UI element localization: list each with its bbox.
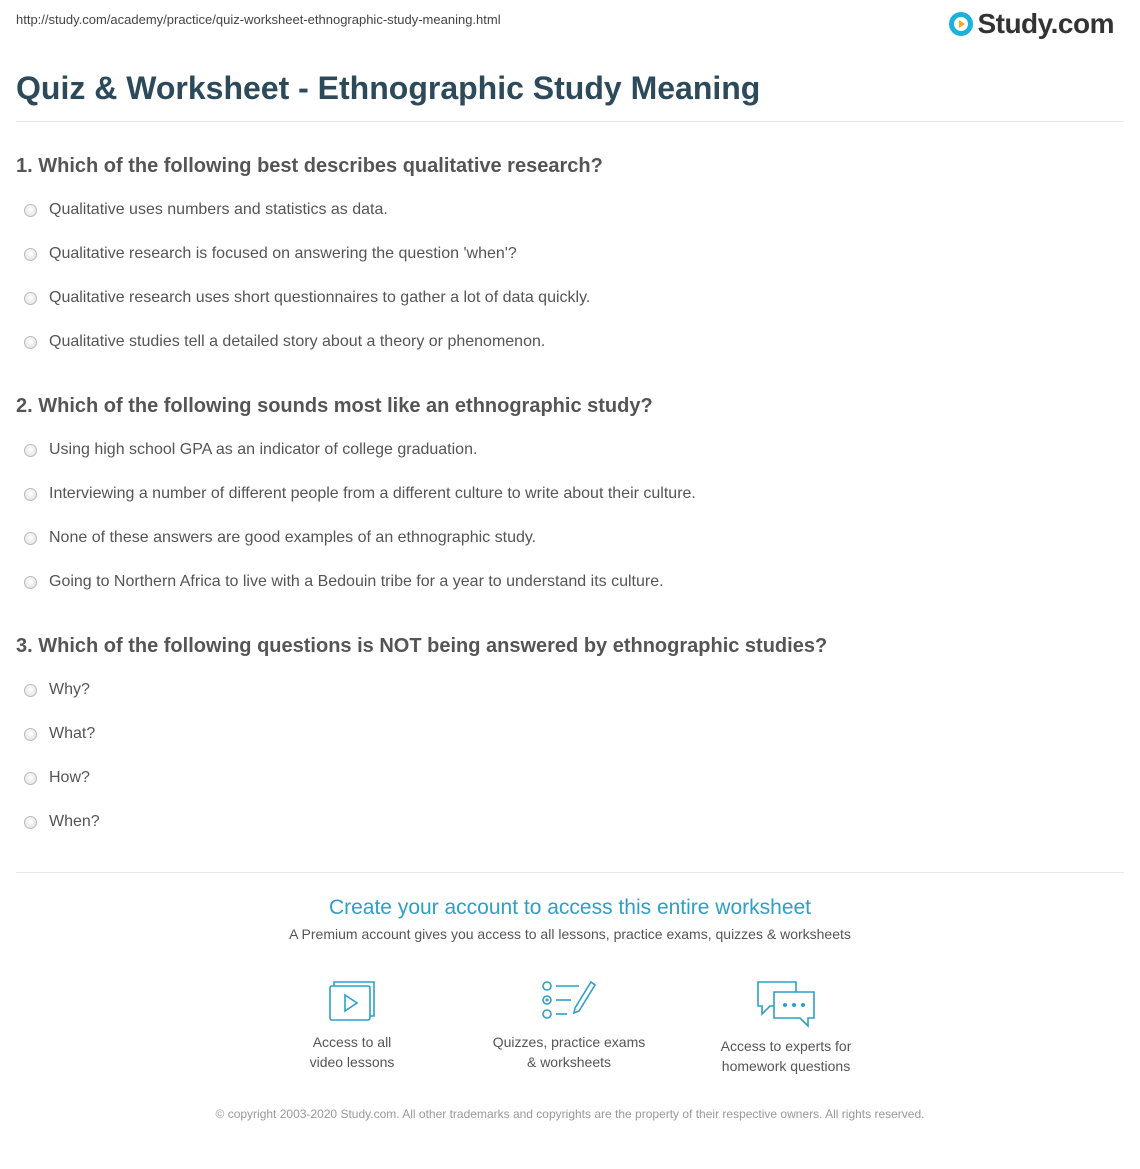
- radio-button[interactable]: [24, 728, 37, 741]
- feature-label-line2: homework questions: [721, 1058, 851, 1074]
- radio-button[interactable]: [24, 292, 37, 305]
- option-label: None of these answers are good examples of an ethnographic study.: [49, 529, 537, 546]
- page-url: http://study.com/academy/practice/quiz-worksheet-ethnographic-study-meaning.html: [16, 12, 501, 27]
- option-label: When?: [49, 813, 100, 830]
- option-label: Qualitative studies tell a detailed story about a theory or phenomenon.: [49, 333, 546, 350]
- radio-button[interactable]: [24, 772, 37, 785]
- logo-text: Study.com: [977, 8, 1114, 39]
- radio-button[interactable]: [24, 248, 37, 261]
- option-label: Using high school GPA as an indicator of college graduation.: [49, 441, 478, 458]
- answer-option[interactable]: [24, 681, 90, 699]
- answer-option[interactable]: [24, 725, 95, 743]
- feature-label-line2: & worksheets: [526, 1054, 612, 1070]
- copyright-notice: © copyright 2003-2020 Study.com. All other trademarks and copyrights are the property of their respective owners. All rights reserved.: [215, 1107, 925, 1121]
- cta-divider: [16, 872, 1124, 873]
- answer-option[interactable]: [24, 573, 664, 591]
- option-label: Going to Northern Africa to live with a Bedouin tribe for a year to understand its culture.: [49, 573, 664, 590]
- radio-button[interactable]: [24, 204, 37, 217]
- create-account-link[interactable]: Create your account to access this entire worksheet: [328, 896, 812, 919]
- radio-button[interactable]: [24, 816, 37, 829]
- option-label: Qualitative uses numbers and statistics as data.: [49, 201, 388, 218]
- title-divider: [16, 121, 1124, 122]
- option-label: Qualitative research uses short questionnaires to gather a lot of data quickly.: [49, 289, 591, 306]
- question-title: 2. Which of the following sounds most like an ethnographic study?: [16, 395, 653, 417]
- page-title: Quiz & Worksheet - Ethnographic Study Meaning: [16, 70, 761, 106]
- radio-button[interactable]: [24, 444, 37, 457]
- option-label: Why?: [49, 681, 90, 698]
- answer-option[interactable]: [24, 289, 590, 307]
- radio-button[interactable]: [24, 576, 37, 589]
- radio-button[interactable]: [24, 336, 37, 349]
- answer-option[interactable]: [24, 529, 536, 547]
- answer-option[interactable]: [24, 485, 696, 503]
- radio-button[interactable]: [24, 488, 37, 501]
- radio-button[interactable]: [24, 532, 37, 545]
- chat-bubbles-icon: [754, 978, 818, 1028]
- study-logo[interactable]: [949, 8, 1114, 40]
- answer-option[interactable]: [24, 769, 90, 787]
- radio-button[interactable]: [24, 684, 37, 697]
- feature-label-line1: Access to experts for: [720, 1038, 852, 1054]
- answer-option[interactable]: [24, 201, 388, 219]
- feature-label-line1: Access to all: [312, 1034, 392, 1050]
- question-title: 1. Which of the following best describes qualitative research?: [16, 155, 603, 177]
- option-label: Qualitative research is focused on answering the question 'when'?: [49, 245, 517, 262]
- feature-experts: [686, 978, 886, 1074]
- quiz-checklist-icon: [541, 978, 597, 1024]
- question-title: 3. Which of the following questions is NOT being answered by ethnographic studies?: [16, 635, 828, 657]
- answer-option[interactable]: [24, 441, 477, 459]
- feature-label-line1: Quizzes, practice exams: [492, 1034, 646, 1050]
- option-label: What?: [49, 725, 96, 742]
- cta-subtitle: A Premium account gives you access to all lessons, practice exams, quizzes & worksheets: [289, 926, 851, 942]
- answer-option[interactable]: [24, 245, 517, 263]
- feature-label-line2: video lessons: [309, 1054, 395, 1070]
- option-label: How?: [49, 769, 90, 786]
- feature-video-lessons: [252, 978, 452, 1070]
- option-label: Interviewing a number of different people from a different culture to write about their culture.: [49, 485, 696, 502]
- play-logo-icon: [949, 12, 973, 36]
- answer-option[interactable]: [24, 333, 545, 351]
- answer-option[interactable]: [24, 813, 100, 831]
- feature-quizzes: [469, 978, 669, 1070]
- video-lessons-icon: [326, 978, 378, 1024]
